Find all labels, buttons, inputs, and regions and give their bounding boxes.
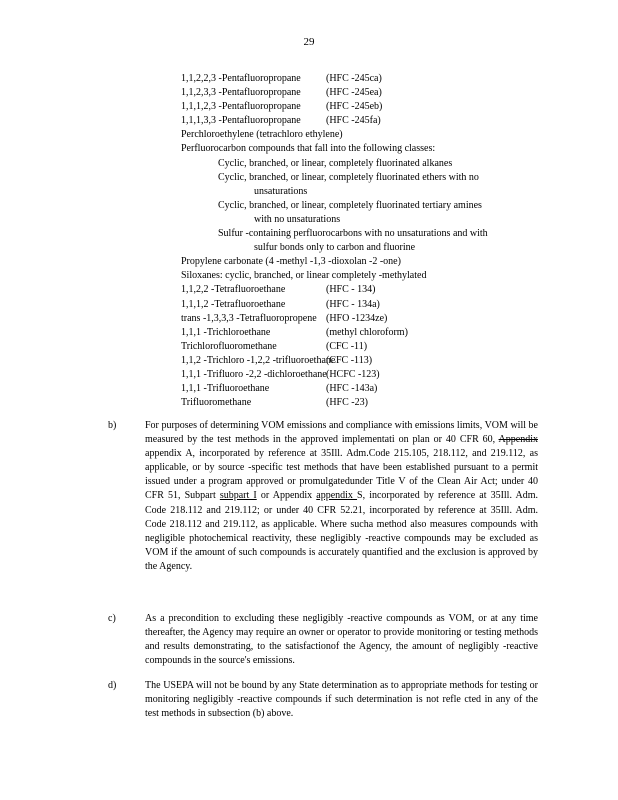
paragraph-label: b) xyxy=(108,420,117,431)
list-item: Perfluorocarbon compounds that fall into the following classes: xyxy=(181,143,436,155)
list-item: 1,1,1 -Trifluoro -2,2 -dichloroethane(HCFC -123) xyxy=(181,368,380,380)
underlined-text: appendix xyxy=(316,490,358,502)
list-item: Trifluoromethane (HFC -23) xyxy=(181,397,368,409)
list-item: 1,1,1 -Trichloroethane (methyl chloroform) xyxy=(181,326,408,338)
list-item: 1,1,1 -Trifluoroethane (HFC -143a) xyxy=(181,383,378,395)
paragraph-label: d) xyxy=(108,680,117,691)
paragraph-text: As a precondition to excluding these negligibly -reactive compounds as VOM, or at any time thereafter, the Agency may require an owner or operator to provide monitoring or testing methods and results demonstrating, to the satisfactionof the Agency, the amount of negligibly -reactive compounds in the source's emissions. xyxy=(145,613,538,667)
list-item: 1,1,1,3,3 -Pentafluoropropane (HFC -245fa) xyxy=(181,115,381,127)
paragraph-label: c) xyxy=(108,613,116,624)
struck-text: Appendix xyxy=(498,434,538,446)
paragraph-text: For purposes of determining VOM emissions and compliance with emissions limits, VOM will be measured by the test methods in the approved implementati on plan or 40 CFR 60, Appendix appendix A, incorporated by reference at 35Ill. Adm.Code 215.105, 218.112, and 219.112, as applicable, or by source -specific test methods that have been established pursuant to a permit issued under a program approved or promulgatedunder Title V of the Clean Air Act; under 40 CFR 51, Subpart subpart I or Appendix appendix S, incorporated by reference at 35Ill. Adm. Code 218.112 and 219.112; or under 40 CFR 52.21, incorporated by reference at 35Ill. Adm. Code 218.112 and 219.112, as applicable. Where sucha method also measures compounds with negligible photochemical reactivity, these negligibly -reactive compounds may be excluded as VOM if the amount of such compounds is accurately quantified and the exclusion is approved by the Agency. xyxy=(145,420,539,572)
compound-list xyxy=(181,72,551,410)
list-item: Siloxanes: cyclic, branched, or linear completely -methylated xyxy=(181,270,427,282)
list-item: Propylene carbonate (4 -methyl -1,3 -dioxolan -2 -one) xyxy=(181,256,401,268)
list-item: trans -1,3,3,3 -Tetrafluoropropene (HFO -1234ze) xyxy=(181,312,388,324)
list-item: Trichlorofluoromethane (CFC -11) xyxy=(181,340,368,352)
list-item: 1,1,2,3,3 -Pentafluoropropane (HFC -245ea) xyxy=(181,87,382,99)
list-subitem: Cyclic, branched, or linear, completely fluorinated tertiary amines with no unsaturations xyxy=(218,199,482,225)
list-item: 1,1,2,2,3 -Pentafluoropropane (HFC -245ca) xyxy=(181,73,382,84)
page-number: 29 xyxy=(303,36,315,48)
list-subitem: Cyclic, branched, or linear, completely fluorinated alkanes xyxy=(218,157,453,169)
list-item: 1,1,1,2 -Tetrafluoroethane (HFC - 134a) xyxy=(181,298,380,310)
list-item: 1,1,2,2 -Tetrafluoroethane (HFC - 134) xyxy=(181,284,376,296)
list-item: Perchloroethylene (tetrachloro ethylene) xyxy=(181,129,343,141)
underlined-text: subpart I xyxy=(219,490,257,502)
list-item: 1,1,2 -Trichloro -1,2,2 -trifluoroethane(CFC -113) xyxy=(181,354,373,366)
paragraph-text: The USEPA will not be bound by any State determination as to appropriate methods for testing or monitoring negligibly -reactive compounds if such determination is not refle cted in any of the test methods in subsection (b) above. xyxy=(145,680,538,720)
list-subitem: Sulfur -containing perfluorocarbons with no unsaturations and with sulfur bonds only to carbon and fluorine xyxy=(218,228,488,254)
list-item: 1,1,1,2,3 -Pentafluoropropane (HFC -245eb) xyxy=(181,101,383,113)
list-subitem: Cyclic, branched, or linear, completely fluorinated ethers with no unsaturations xyxy=(218,171,479,197)
